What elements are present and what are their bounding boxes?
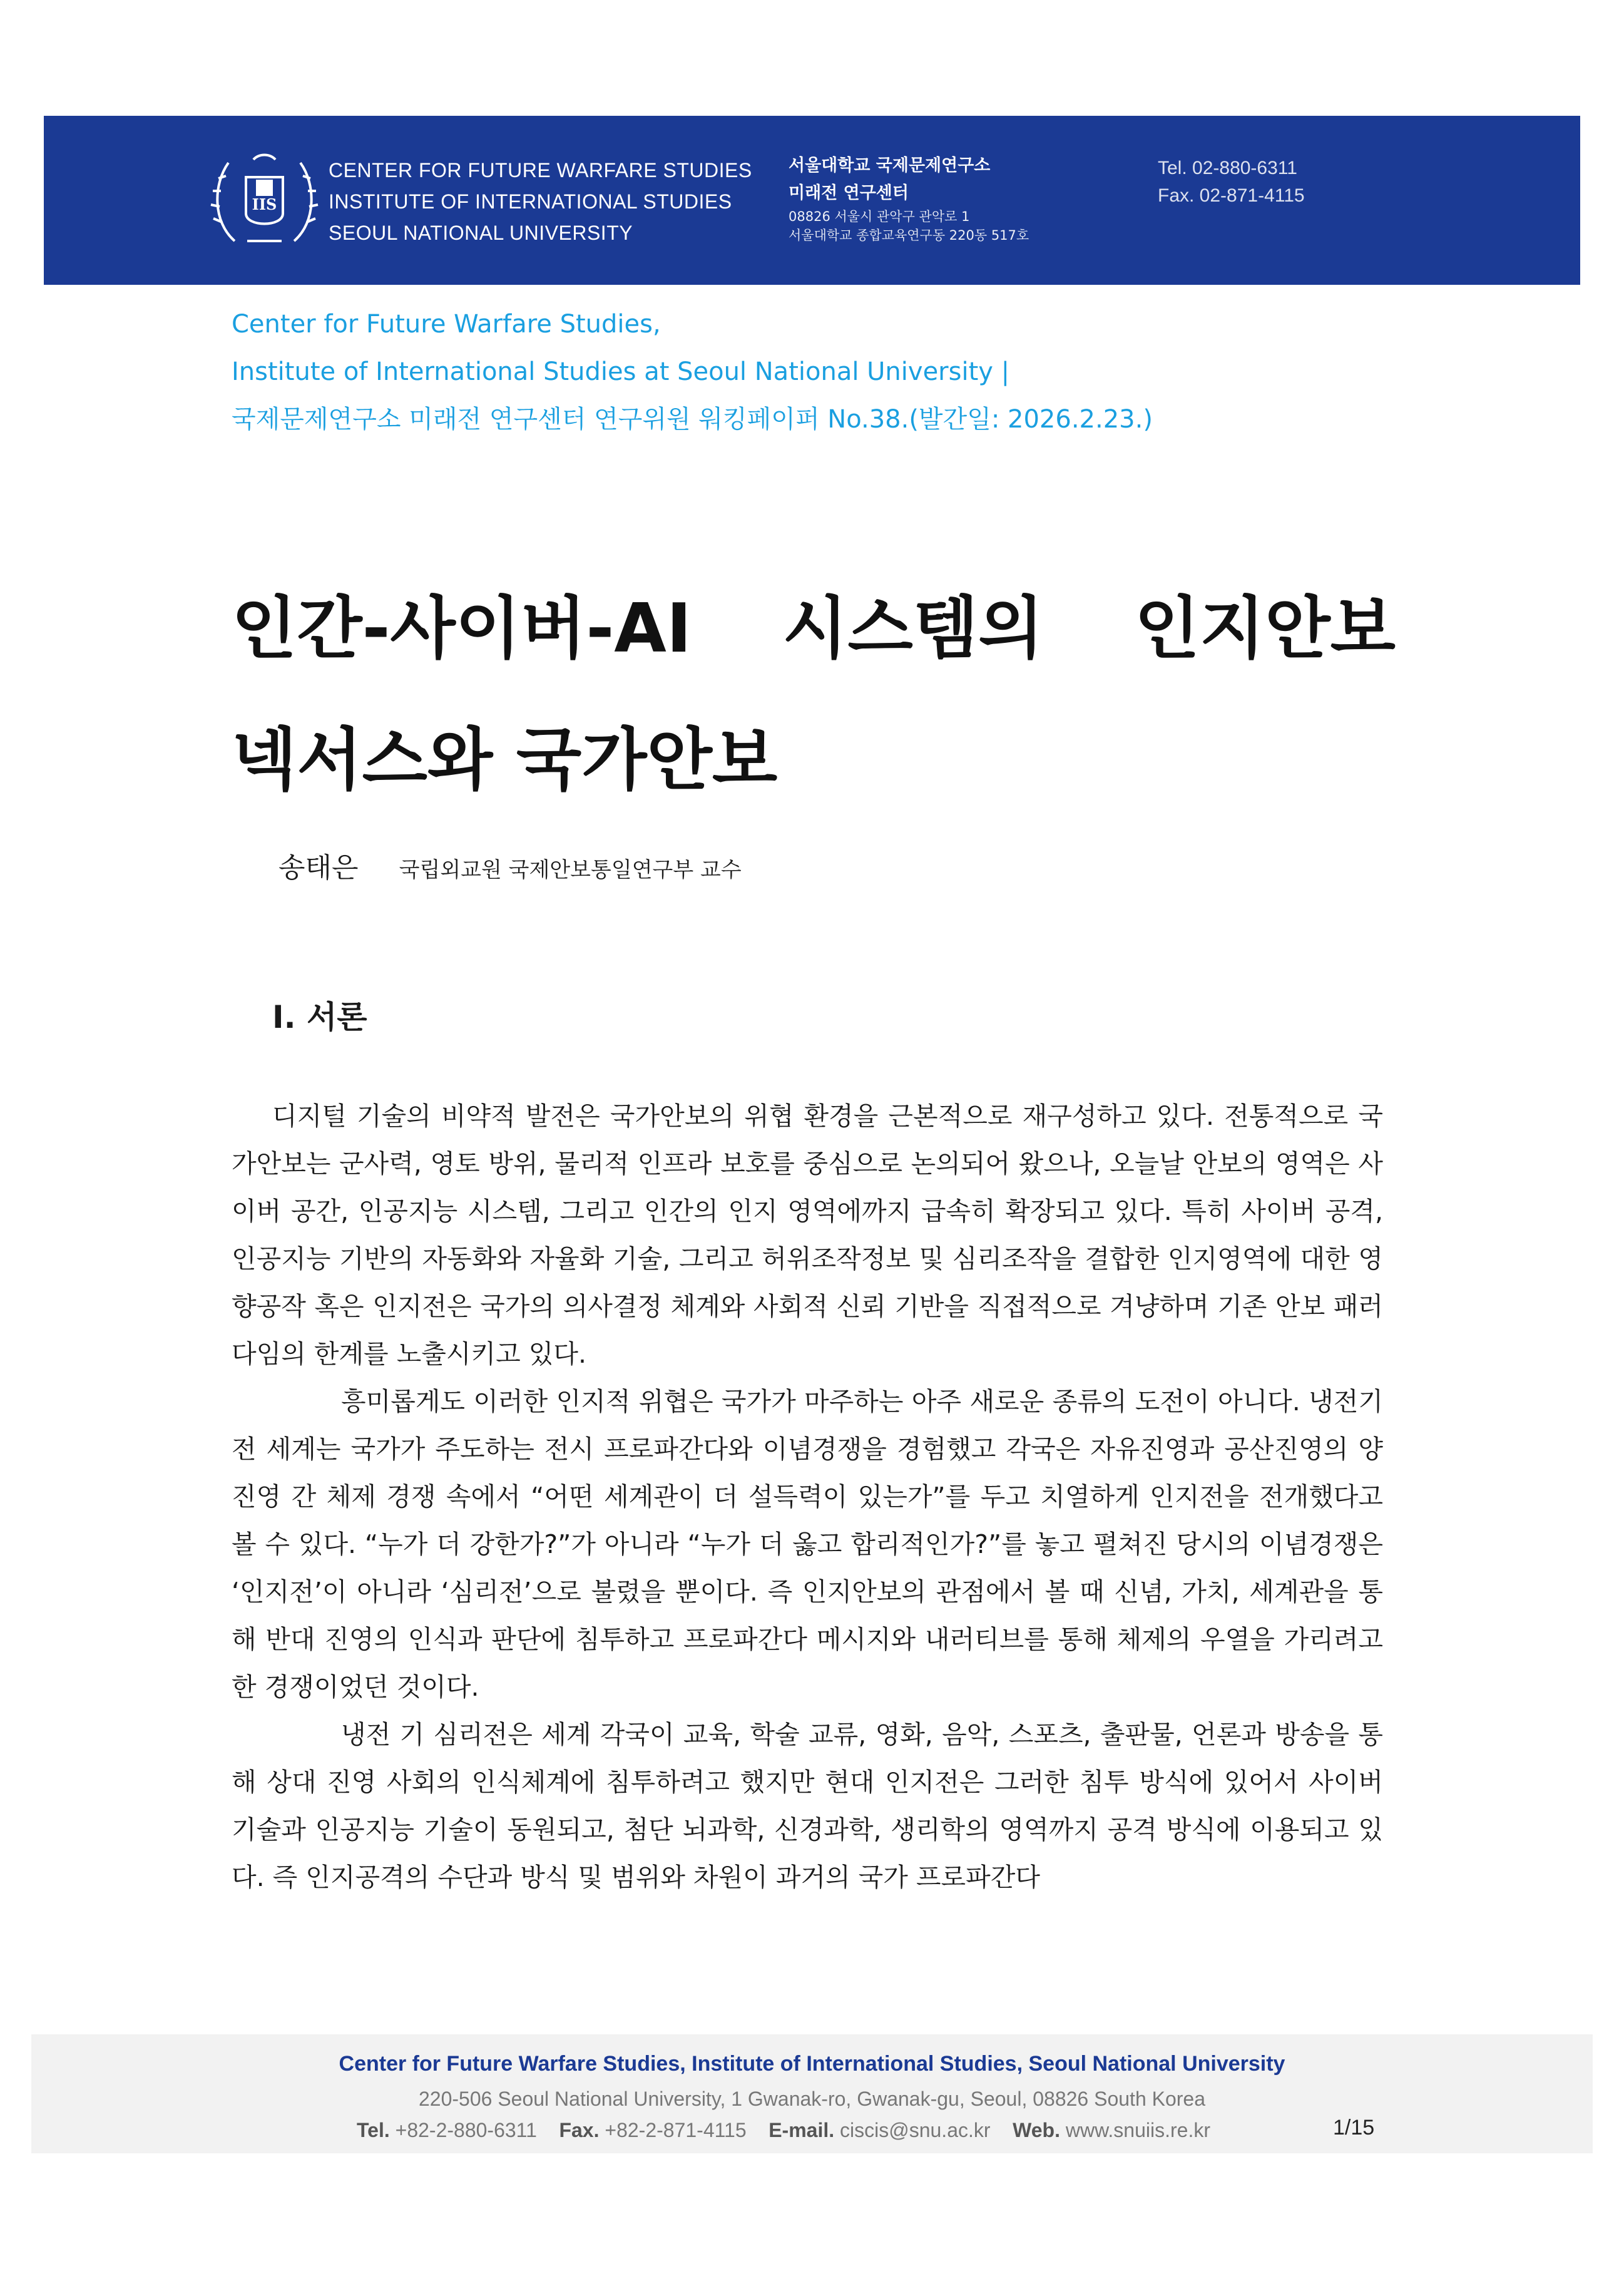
institution-line: INSTITUTE OF INTERNATIONAL STUDIES (329, 190, 732, 213)
footer-email: ciscis@snu.ac.kr (840, 2119, 991, 2141)
title-line-1 (232, 563, 1396, 695)
title-word: 인지안보 (1134, 590, 1396, 668)
iis-seal-logo-icon (210, 147, 319, 254)
series-line-3: 국제문제연구소 미래전 연구센터 연구위원 워킹페이퍼 No.38.(발간일: 2026.2.23.) (232, 405, 1153, 434)
footer-email-label: E-mail. (769, 2119, 835, 2141)
footer-tel: +82-2-880-6311 (395, 2119, 537, 2141)
title-word: 시스템의 (782, 590, 1044, 668)
series-line-2: Institute of International Studies at Seoul National University | (232, 357, 1010, 386)
section-heading: I. 서론 (272, 999, 367, 1035)
page-footer (31, 2034, 1593, 2153)
paragraph: 흥미롭게도 이러한 인지적 위협은 국가가 마주하는 아주 새로운 종류의 도전이 아니다. 냉전기 전 세계는 국가가 주도하는 전시 프로파간다와 이념경쟁을 경험했고 각국은 자유진영과 공산진영의 양 진영 간 체제 경쟁 속에서 “어떤 세계관이 더 설득력이 있는가”를 두고 치열하게 인지전을 전개했다고 볼 수 있다. “누가 더 강한가?”가 아니라 “누가 더 옳고 합리적인가?”를 놓고 펼쳐진 당시의 이념경쟁은 ‘인지전’이 아니라 ‘심리전’으로 불렸을 뿐이다. 즉 인지안보의 관점에서 볼 때 신념, 가치, 세계관을 통해 반대 진영의 인식과 판단에 침투하고 프로파간다 메시지와 내러티브를 통해 체제의 우열을 가리려고 한 경쟁이었던 것이다. (232, 1386, 1383, 1702)
footer-address: 220-506 Seoul National University, 1 Gwanak-ro, Gwanak-gu, Seoul, 08826 South Korea (418, 2088, 1206, 2110)
title-line-2: 넥서스와 국가안보 (232, 721, 778, 799)
footer-web-label: Web. (1013, 2119, 1060, 2141)
institution-english-name (329, 155, 752, 249)
header-tel: Tel. 02-880-6311 (1158, 158, 1297, 178)
institution-line: CENTER FOR FUTURE WARFARE STUDIES (329, 159, 752, 182)
institution-korean-block (789, 152, 1029, 245)
header-fax: Fax. 02-871-4115 (1158, 185, 1305, 206)
paragraph: 디지털 기술의 비약적 발전은 국가안보의 위협 환경을 근본적으로 재구성하고 있다. 전통적으로 국가안보는 군사력, 영토 방위, 물리적 인프라 보호를 중심으로 논의되어 왔으나, 오늘날 안보의 영역은 사이버 공간, 인공지능 시스템, 그리고 인간의 인지 영역에까지 급속히 확장되고 있다. 특히 사이버 공격, 인공지능 기반의 자동화와 자율화 기술, 그리고 허위조작정보 및 심리조작을 결합한 인지영역에 대한 영향공작 혹은 인지전은 국가의 의사결정 체계와 사회적 신뢰 기반을 직접적으로 겨냥하며 기존 안보 패러다임의 한계를 노출시키고 있다. (232, 1101, 1383, 1369)
institution-line: SEOUL NATIONAL UNIVERSITY (329, 222, 633, 244)
title-word: 인간-사이버-AI (232, 590, 692, 668)
footer-institution: Center for Future Warfare Studies, Institute of International Studies, Seoul National University (339, 2052, 1285, 2076)
series-line-1: Center for Future Warfare Studies, (232, 310, 661, 339)
korean-address-2: 서울대학교 종합교육연구동 220동 517호 (789, 228, 1029, 243)
footer-fax-label: Fax. (559, 2119, 600, 2141)
korean-name-2: 미래전 연구센터 (789, 183, 909, 203)
paragraph: 냉전 기 심리전은 세계 각국이 교육, 학술 교류, 영화, 음악, 스포츠, 출판물, 언론과 방송을 통해 상대 진영 사회의 인식체계에 침투하려고 했지만 현대 인지전은 그러한 침투 방식에 있어서 사이버 기술과 인공지능 기술이 동원되고, 첨단 뇌과학, 신경과학, 생리학의 영역까지 공격 방식에 이용되고 있다. 즉 인지공격의 수단과 방식 및 범위와 차원이 과거의 국가 프로파간다 (232, 1719, 1383, 1892)
header-banner (44, 116, 1580, 285)
korean-name-1: 서울대학교 국제문제연구소 (789, 156, 991, 175)
footer-tel-label: Tel. (357, 2119, 390, 2141)
footer-web: www.snuiis.re.kr (1065, 2119, 1210, 2141)
author-block (278, 845, 742, 885)
page-number: 1/15 (1333, 2116, 1375, 2140)
header-contact (1158, 155, 1305, 210)
seal-text: IIS (252, 195, 277, 213)
body-text (232, 1092, 1383, 1901)
series-info (232, 300, 1153, 443)
author-name: 송태은 (278, 852, 359, 884)
footer-contact (357, 2119, 1210, 2142)
footer-fax: +82-2-871-4115 (605, 2119, 747, 2141)
paper-title (232, 563, 1396, 826)
korean-address-1: 08826 서울시 관악구 관악로 1 (789, 209, 970, 224)
author-affiliation: 국립외교원 국제안보통일연구부 교수 (399, 858, 742, 883)
